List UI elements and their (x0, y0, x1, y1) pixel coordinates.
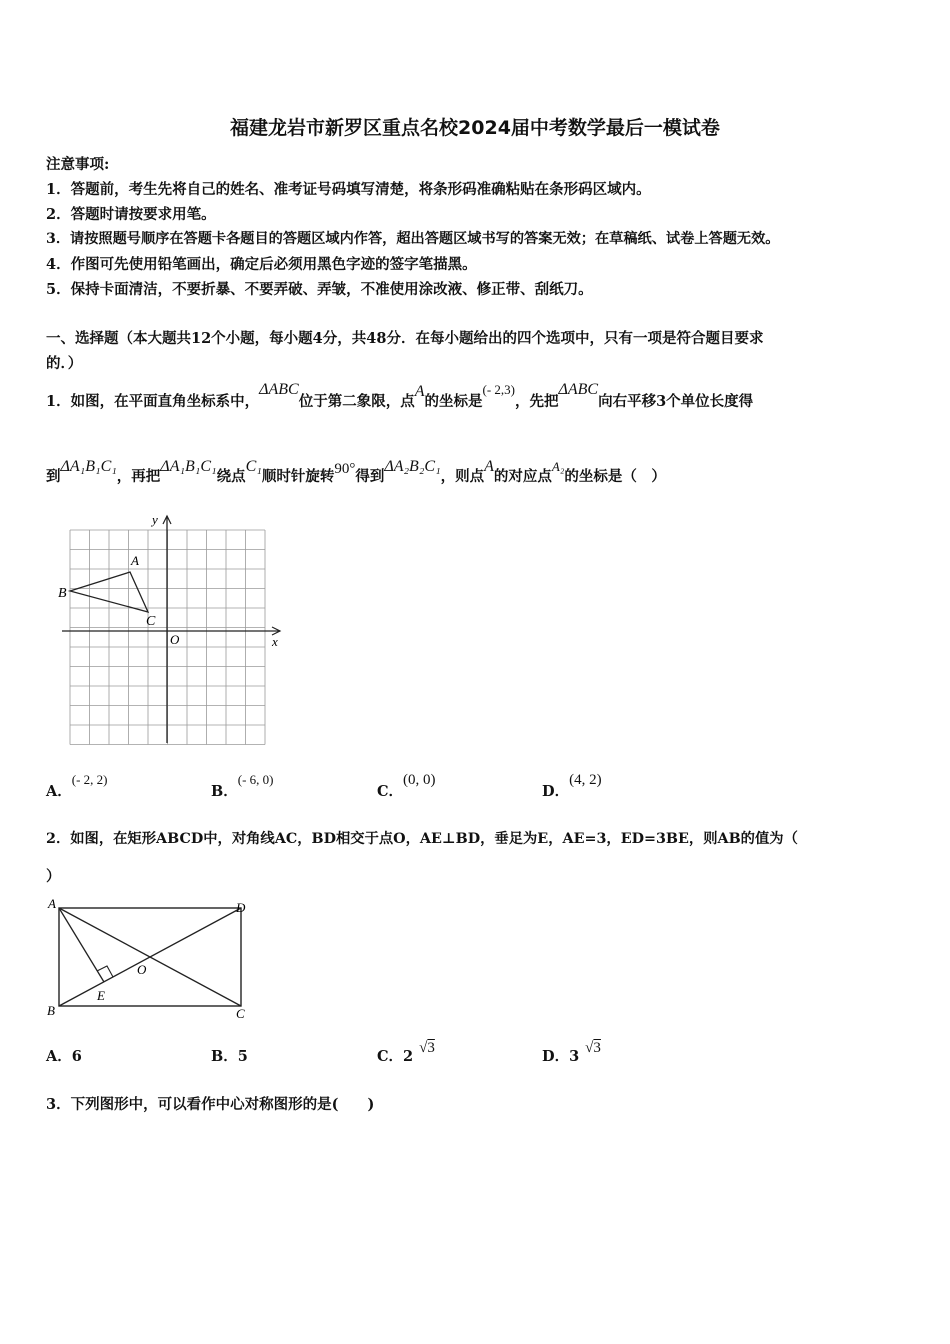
q1-label-a: A (131, 553, 139, 568)
q2-option-d-value: 3 (569, 1048, 580, 1065)
q1-label-c: C (146, 614, 156, 629)
q1-point-a: A (414, 383, 425, 400)
q2-option-d-sqrt (585, 1040, 601, 1056)
q1-option-c[interactable] (377, 772, 436, 801)
q1-text-8: 绕点 (216, 468, 246, 485)
q1-triangle-a1b1c1: ΔA₁B₁C₁ (60, 458, 117, 475)
q2-option-a-value: 6 (71, 1048, 82, 1065)
q1-label-x: x (272, 634, 278, 649)
q2-option-c-value: 2 (403, 1048, 414, 1065)
page-title: 福建龙岩市新罗区重点名校2024届中考数学最后一模试卷 (230, 117, 720, 139)
q3-text: 3．下列图形中，可以看作中心对称图形的是( ) (46, 1096, 375, 1113)
q2-option-b[interactable] (211, 1045, 248, 1066)
q1-option-a[interactable] (46, 772, 108, 801)
q2-label-b: B (47, 1003, 55, 1018)
q1-text-12: 的对应点 (493, 468, 552, 485)
notice-item-1: 1．答题前，考生先将自己的姓名、准考证号码填写清楚，将条形码准确粘贴在条形码区域内。 (46, 181, 651, 198)
q1-text-10: 得到 (355, 468, 385, 485)
notice-heading: 注意事项: (46, 156, 110, 173)
notice-item-4: 4．作图可先使用铅笔画出，确定后必须用黑色字迹的签字笔描黑。 (46, 256, 477, 273)
q1-option-d[interactable] (542, 772, 602, 801)
q1-line1 (46, 381, 754, 411)
q1-text-3: 的坐标是 (424, 393, 483, 410)
q2-option-d-radicand: 3 (593, 1040, 601, 1056)
section-heading-line1: 一、选择题（本大题共12个小题，每小题4分，共48分．在每小题给出的四个选项中，只有一项是符合题目要求 (46, 330, 764, 347)
q2-line1: 2．如图，在矩形ABCD中，对角线AC，BD相交于点O，AE⊥BD，垂足为E，AE=3，ED=3BE，则AB的值为（ (46, 831, 798, 847)
q1-line2 (46, 458, 666, 486)
q1-text-5: 向右平移3个单位长度得 (598, 393, 754, 410)
notice-item-3: 3．请按照题号顺序在答题卡各题目的答题区域内作答，超出答题区域书写的答案无效；在草稿纸、试卷上答题无效。 (46, 231, 780, 247)
q1-text-7: ，再把 (116, 468, 161, 485)
q1-option-d-letter: D． (542, 783, 570, 800)
q2-option-d-letter: D． (542, 1048, 570, 1065)
q1-point-c1: C₁ (245, 458, 262, 475)
q1-text-11: ，则点 (440, 468, 485, 485)
q2-label-e: E (97, 988, 105, 1003)
q2-label-a: A (48, 896, 56, 911)
q2-option-a[interactable] (46, 1045, 82, 1066)
q2-option-b-letter: B． (211, 1048, 238, 1065)
q1-label-o: O (170, 632, 180, 647)
q1-point-a-2: A (484, 458, 494, 475)
q1-triangle-abc: ΔABC (259, 381, 299, 398)
q1-text-6: 到 (46, 468, 61, 485)
q1-option-b-value: (- 6, 0) (237, 772, 274, 787)
q1-coord-a: (- 2,3) (482, 382, 515, 397)
q1-option-c-letter: C． (377, 783, 404, 800)
q2-option-b-value: 5 (237, 1048, 248, 1065)
q1-coordinate-figure (52, 510, 292, 750)
q2-option-c-letter: C． (377, 1048, 404, 1065)
notice-item-5: 5．保持卡面清洁，不要折暴、不要弄破、弄皱，不准使用涂改液、修正带、刮纸刀。 (46, 281, 593, 298)
q1-degree: 90° (334, 461, 356, 477)
q1-option-a-value: (- 2, 2) (71, 772, 108, 787)
q1-triangle-a2b2c1: ΔA₂B₂C₁ (384, 458, 441, 475)
q1-label-b: B (58, 586, 67, 601)
q2-option-d[interactable] (542, 1040, 601, 1066)
q1-text-13: 的坐标是（ ） (564, 468, 666, 485)
q2-label-c: C (236, 1006, 245, 1021)
q2-option-c[interactable] (377, 1040, 435, 1066)
q1-triangle-abc-2: ΔABC (558, 381, 599, 398)
q2-rectangle-figure (44, 894, 264, 1022)
q1-text-4: ，先把 (514, 393, 559, 410)
q1-label-y: y (152, 512, 158, 527)
q2-option-c-radicand: 3 (427, 1040, 435, 1056)
q1-option-b[interactable] (211, 772, 274, 801)
q1-option-c-value: (0, 0) (403, 772, 436, 788)
sqrt-symbol-icon: √ (419, 1040, 428, 1056)
notice-item-2: 2．答题时请按要求用笔。 (46, 206, 216, 223)
q1-option-d-value: (4, 2) (569, 772, 602, 788)
q2-label-o: O (137, 962, 147, 977)
q1-point-a2: A₂ (551, 459, 565, 474)
q1-option-b-letter: B． (211, 783, 238, 800)
q2-option-a-letter: A． (46, 1048, 72, 1065)
q1-text-1: 1．如图，在平面直角坐标系中， (46, 393, 260, 410)
q1-text-2: 位于第二象限，点 (298, 393, 415, 410)
q1-text-9: 顺时针旋转 (261, 468, 335, 485)
q2-label-d: D (236, 900, 246, 915)
section-heading-line2: 的．） (46, 355, 83, 372)
q2-line2: ） (46, 868, 61, 885)
q1-triangle-a1b1c1-2: ΔA₁B₁C₁ (160, 458, 217, 475)
q2-option-c-sqrt (419, 1040, 435, 1056)
sqrt-symbol-icon: √ (585, 1040, 594, 1056)
q1-option-a-letter: A． (46, 783, 72, 800)
